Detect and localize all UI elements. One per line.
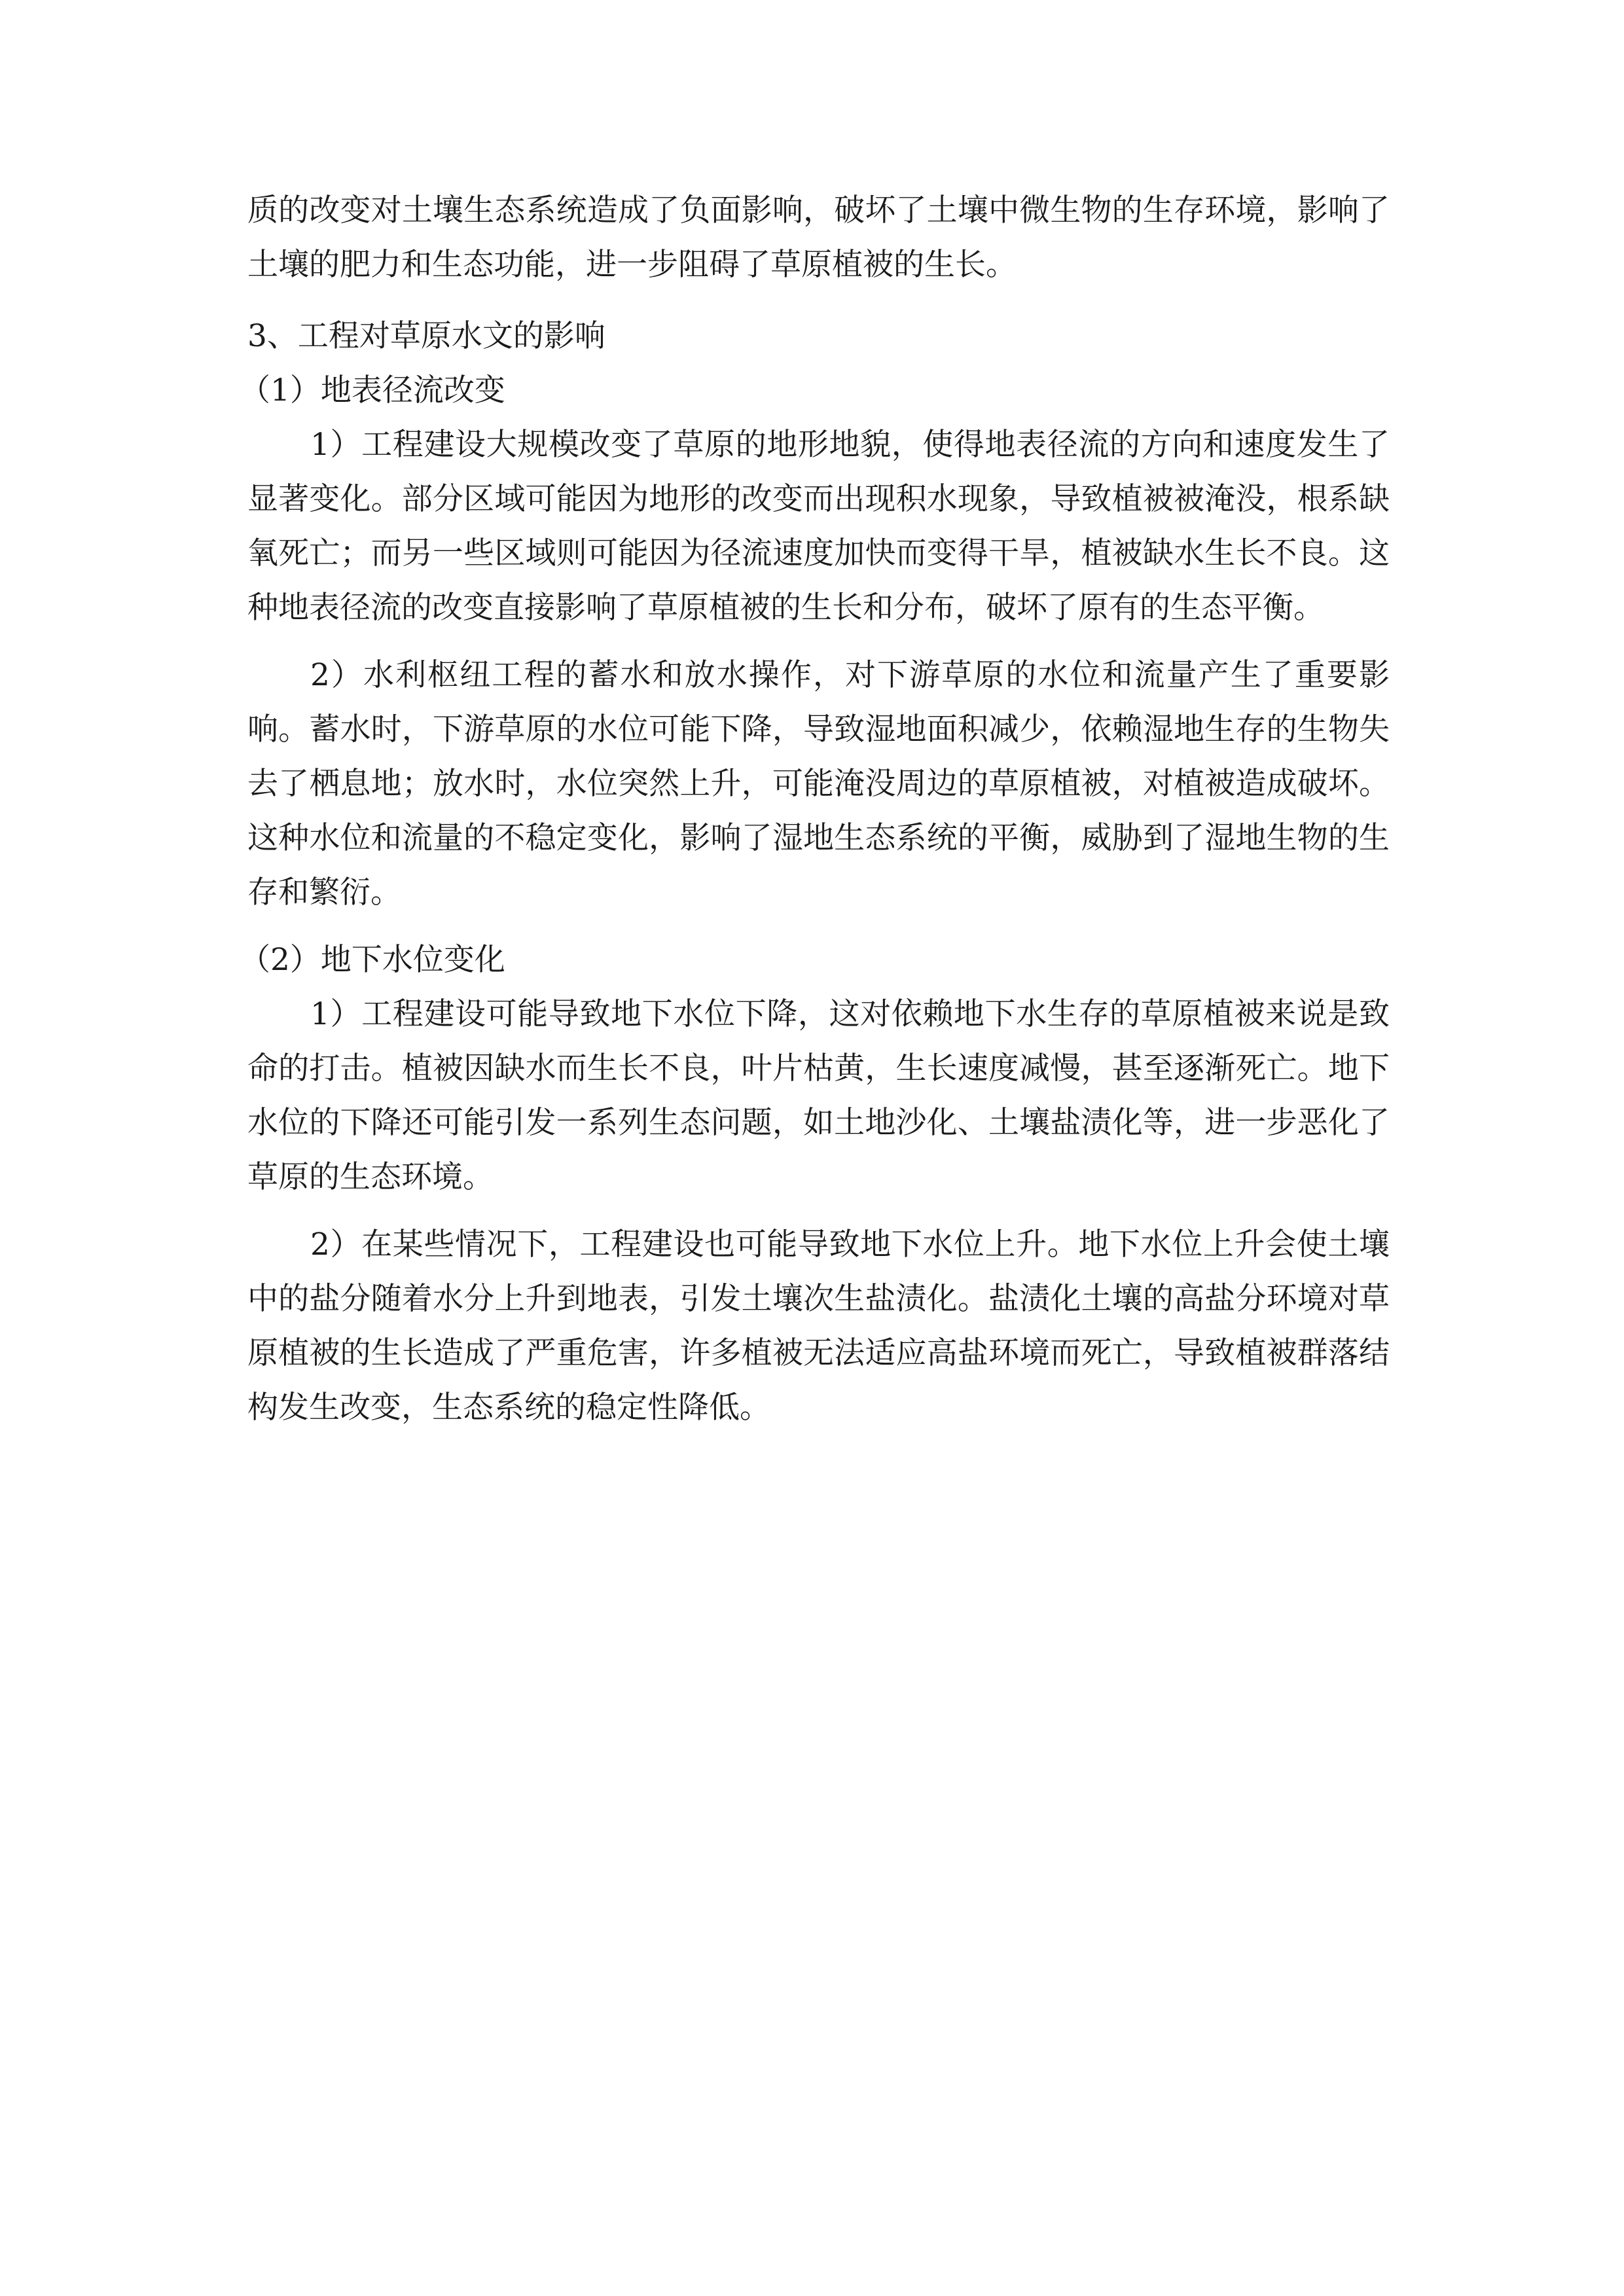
paragraph-1-1: 1）工程建设大规模改变了草原的地形地貌，使得地表径流的方向和速度发生了显著变化。部分区域可能因为地形的改变而出现积水现象，导致植被被淹没，根系缺氧死亡；而另一些区域则可能因为径流速度加快而变得干旱，植被缺水生长不良。这种地表径流的改变直接影响了草原植被的生长和分布，破坏了原有的生态平衡。	[247, 427, 1390, 626]
paragraph-2-2: 2）在某些情况下，工程建设也可能导致地下水位上升。地下水位上升会使土壤中的盐分随着水分上升到地表，引发土壤次生盐渍化。盐渍化土壤的高盐分环境对草原植被的生长造成了严重危害，许多植被无法适应高盐环境而死亡，导致植被群落结构发生改变，生态系统的稳定性降低。	[247, 1227, 1390, 1426]
continuation-paragraph: 质的改变对土壤生态系统造成了负面影响，破坏了土壤中微生物的生存环境，影响了土壤的肥力和生态功能，进一步阻碍了草原植被的生长。	[247, 192, 1390, 283]
paragraph-2-1: 1）工程建设可能导致地下水位下降，这对依赖地下水生存的草原植被来说是致命的打击。植被因缺水而生长不良，叶片枯黄，生长速度减慢，甚至逐渐死亡。地下水位的下降还可能引发一系列生态问题，如土地沙化、土壤盐渍化等，进一步恶化了草原的生态环境。	[247, 996, 1390, 1195]
subsection-title-1: （1）地表径流改变	[240, 372, 505, 408]
paragraph-1-2: 2）水利枢纽工程的蓄水和放水操作，对下游草原的水位和流量产生了重要影响。蓄水时，下游草原的水位可能下降，导致湿地面积减少，依赖湿地生存的生物失去了栖息地；放水时，水位突然上升，可能淹没周边的草原植被，对植被造成破坏。这种水位和流量的不稳定变化，影响了湿地生态系统的平衡，威胁到了湿地生物的生存和繁衍。	[247, 657, 1390, 910]
section-title: 3、工程对草原水文的影响	[247, 318, 605, 354]
subsection-title-2: （2）地下水位变化	[240, 942, 505, 978]
document-page	[240, 183, 1390, 1435]
